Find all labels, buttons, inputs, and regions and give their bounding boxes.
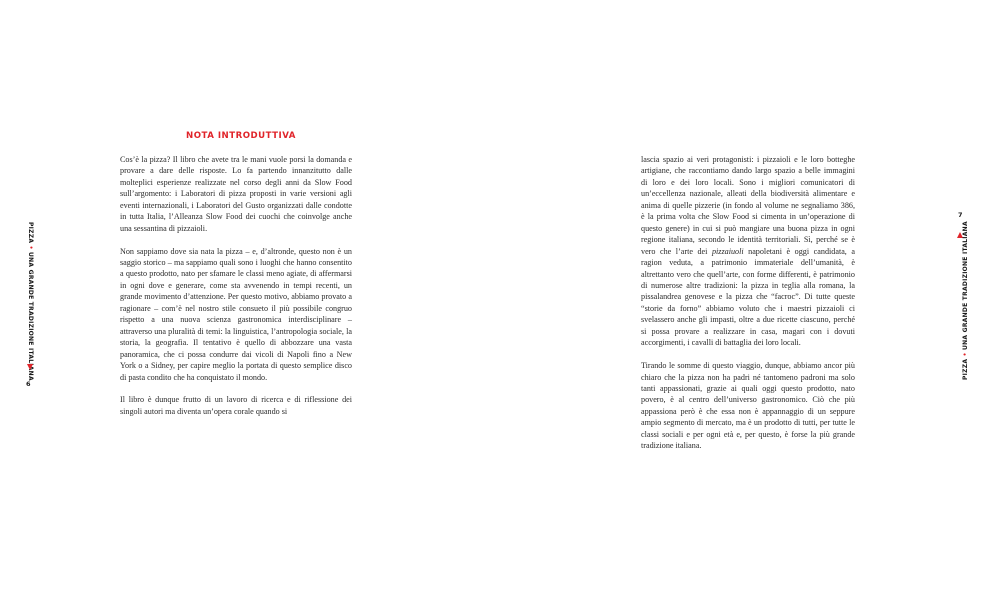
paragraph: Cos’è la pizza? Il libro che avete tra le mani vuole porsi la domanda e provare a dare delle risposte. Lo fa partendo innanzitutto dalle molteplici esperienze realizzate nel corso degli anni da Slow Food sull’argomento: i Laboratori di pizza proposti in varie versioni agli eventi internazionali, i Laboratori del Gusto organizzati dalle condotte in tutta Italia, l’Alleanza Slow Food dei cuochi che coinvolge anche una sessantina di pizzaioli. bbox=[120, 155, 352, 233]
triangle-down-icon bbox=[27, 364, 33, 370]
running-head-book: PIZZA bbox=[27, 222, 34, 244]
italic-term: pizzaiuoli bbox=[711, 246, 744, 256]
page-number-right: 7 bbox=[958, 211, 963, 219]
running-head-right bbox=[962, 221, 969, 380]
paragraph-text: lascia spazio ai veri protagonisti: i pizzaioli e le loro botteghe artigiane, che raccontiamo dando largo spazio a belle immagini di loro e dei loro locali. Sono i migliori comunicatori di un’eccellenza nazionale, alleati della biodiversità alimentare e anima di quelle pizzerie (in fondo al volume ne segnaliamo 386, è la prima volta che Slow Food si cimenta in un’operazione di questo genere) in cui si può mangiare una buona pizza in ogni regione italiana, secondo le identità territoriali. Sì, perché se è vero che l’arte dei bbox=[641, 155, 855, 256]
page-number-left: 6 bbox=[26, 380, 31, 388]
paragraph: Il libro è dunque frutto di un lavoro di ricerca e di riflessione dei singoli autori ma diventa un’opera corale quando si bbox=[120, 395, 352, 416]
running-head-subtitle: UNA GRANDE TRADIZIONE ITALIANA bbox=[962, 221, 969, 350]
running-head-left bbox=[27, 222, 34, 381]
left-text-column bbox=[120, 154, 352, 429]
paragraph: Non sappiamo dove sia nata la pizza – e, d’altronde, questo non è un saggio storico – ma sappiamo quali sono i luoghi che hanno consentito a questo prodotto, nato per sfamare le classi meno agiate, di affermarsi in ogni dove e generare, come sta avvenendo in tempi recenti, un grande movimento d’attenzione. Per questo motivo, abbiamo provato a ragionare – com’è nel nostro stile consueto il più possibile congruo rispetto a una nuova scienza gastronomica interdisciplinare – attraverso una pluralità di temi: la linguistica, l’antropologia sociale, la storia, la geografia. Il tentativo è quello di abbozzare una vasta panoramica, che ci possa condurre dai vicoli di Napoli fino a New York o a Sidney, per capire meglio la portata di questo semplice disco di pasta condito che ha conquistato il mondo. bbox=[120, 246, 352, 382]
section-title: NOTA INTRODUTTIVA bbox=[186, 131, 296, 141]
running-head-book: PIZZA bbox=[962, 358, 969, 380]
running-head-subtitle: UNA GRANDE TRADIZIONE ITALIANA bbox=[27, 252, 34, 381]
running-head-separator: • bbox=[27, 245, 34, 250]
running-head-separator: • bbox=[962, 352, 969, 357]
right-text-column bbox=[641, 154, 855, 463]
paragraph: Tirando le somme di questo viaggio, dunque, abbiamo ancor più chiaro che la pizza non ha padri né tantomeno padroni ma solo tanti appassionati, grazie ai quali oggi questo prodotto, nato povero, è al centro dell’universo gastronomico. Ciò che più appassiona però è che essa non è appannaggio di un seppure ampio segmento di mercato, ma è un prodotto di tutti, per tutte le classi sociali e per ogni età e, per questo, è forse la più grande tradizione italiana. bbox=[641, 361, 855, 451]
paragraph-text: napoletani è oggi candidata, a ragion veduta, a patrimonio immateriale dell’umanità, è altrettanto vero che quell’arte, con forme differenti, è patrimonio di numerose altre tradizioni: la pizza in teglia alla romana, la pissalandrea genovese e la pizza che “facroc”. Di tutte queste “storie da forno” abbiamo voluto che i maestri pizzaioli ci svelassero anche gli impasti, oltre a due ricette ciascuno, perché si possa provare a realizzare in casa, magari con i dovuti accorgimenti, i cavalli di battaglia dei loro locali. bbox=[641, 246, 855, 348]
right-page bbox=[496, 0, 992, 594]
paragraph bbox=[641, 154, 855, 349]
